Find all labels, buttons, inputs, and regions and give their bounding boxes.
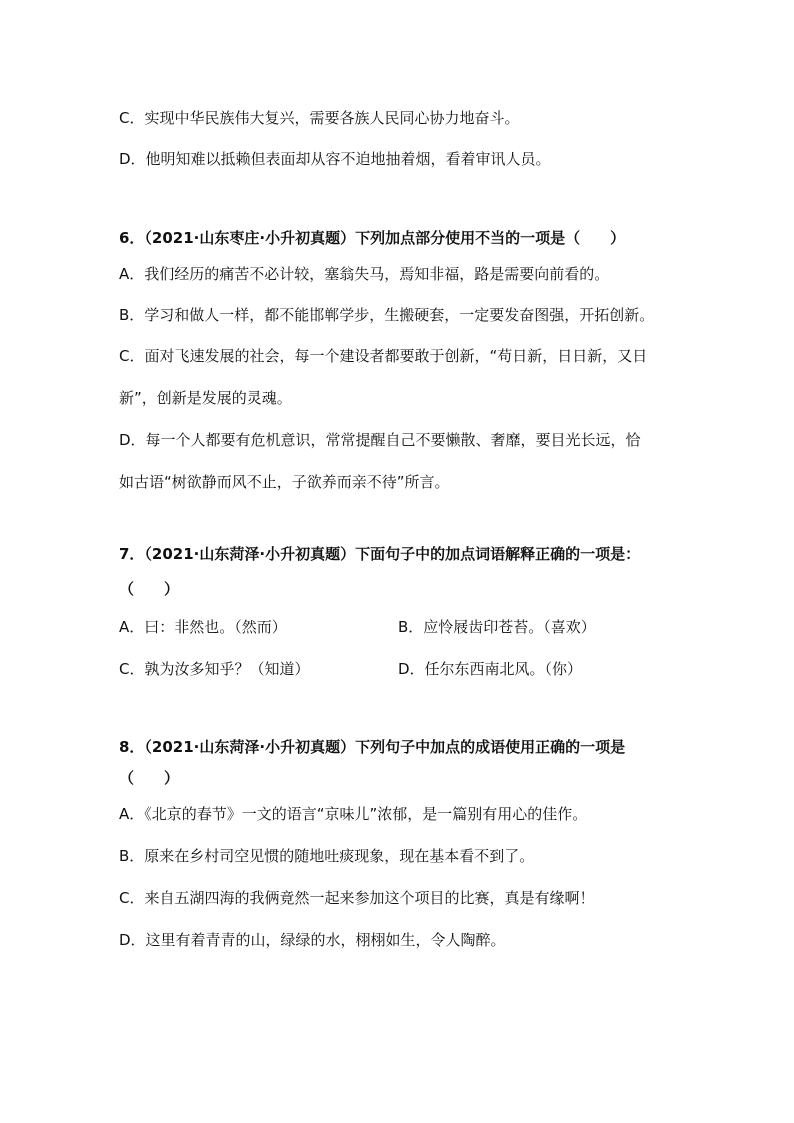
prev-option-c: C．实现中华民族伟大复兴，需要各族人民同心协力地奋斗。 bbox=[119, 109, 520, 127]
question-7-option-b: B．应怜屐齿印苍苔。（喜欢） bbox=[398, 618, 596, 636]
question-8-option-d: D．这里有着青青的山，绿绿的水，栩栩如生，令人陶醉。 bbox=[119, 931, 506, 949]
question-8-option-b: B．原来在乡村司空见惯的随地吐痰现象，现在基本看不到了。 bbox=[119, 847, 535, 865]
question-7-stem-paren: （ ） bbox=[119, 580, 180, 598]
question-8-stem-paren: （ ） bbox=[119, 769, 180, 787]
question-6-option-a: A．我们经历的痛苦不必计较，塞翁失马，焉知非福，路是需要向前看的。 bbox=[119, 265, 610, 283]
question-7-stem: 7．（2021·山东菏泽·小升初真题）下面句子中的加点词语解释正确的一项是： bbox=[119, 545, 641, 563]
question-7-option-a: A．曰：非然也。（然而） bbox=[119, 618, 287, 636]
question-6-stem: 6．（2021·山东枣庄·小升初真题）下列加点部分使用不当的一项是（ ） bbox=[119, 229, 626, 247]
question-6-option-b: B．学习和做人一样，都不能邯郸学步，生搬硬套，一定要发奋图强，开拓创新。 bbox=[119, 306, 655, 324]
question-6-option-c-line2: 新”，创新是发展的灵魂。 bbox=[119, 389, 292, 407]
question-8-option-a: A．《北京的春节》一文的语言“京味儿”浓郁，是一篇别有用心的佳作。 bbox=[119, 805, 588, 823]
question-8-stem: 8．（2021·山东菏泽·小升初真题）下列句子中加点的成语使用正确的一项是 bbox=[119, 738, 626, 756]
question-7-option-c: C．孰为汝多知乎？（知道） bbox=[119, 660, 310, 678]
question-7-option-d: D．任尔东西南北风。（你） bbox=[398, 660, 583, 678]
question-6-option-c-line1: C．面对飞速发展的社会，每一个建设者都要敢于创新，“苟日新，日日新，又日 bbox=[119, 347, 648, 365]
question-6-option-d-line2: 如古语“树欲静而风不止，子欲养而亲不待”所言。 bbox=[119, 473, 450, 491]
prev-option-d: D．他明知难以抵赖但表面却从容不迫地抽着烟，看着审讯人员。 bbox=[119, 150, 551, 168]
question-6-option-d-line1: D．每一个人都要有危机意识，常常提醒自己不要懒散、奢靡，要目光长远，恰 bbox=[119, 431, 641, 449]
question-8-option-c: C．来自五湖四海的我俩竟然一起来参加这个项目的比赛，真是有缘啊！ bbox=[119, 889, 595, 907]
